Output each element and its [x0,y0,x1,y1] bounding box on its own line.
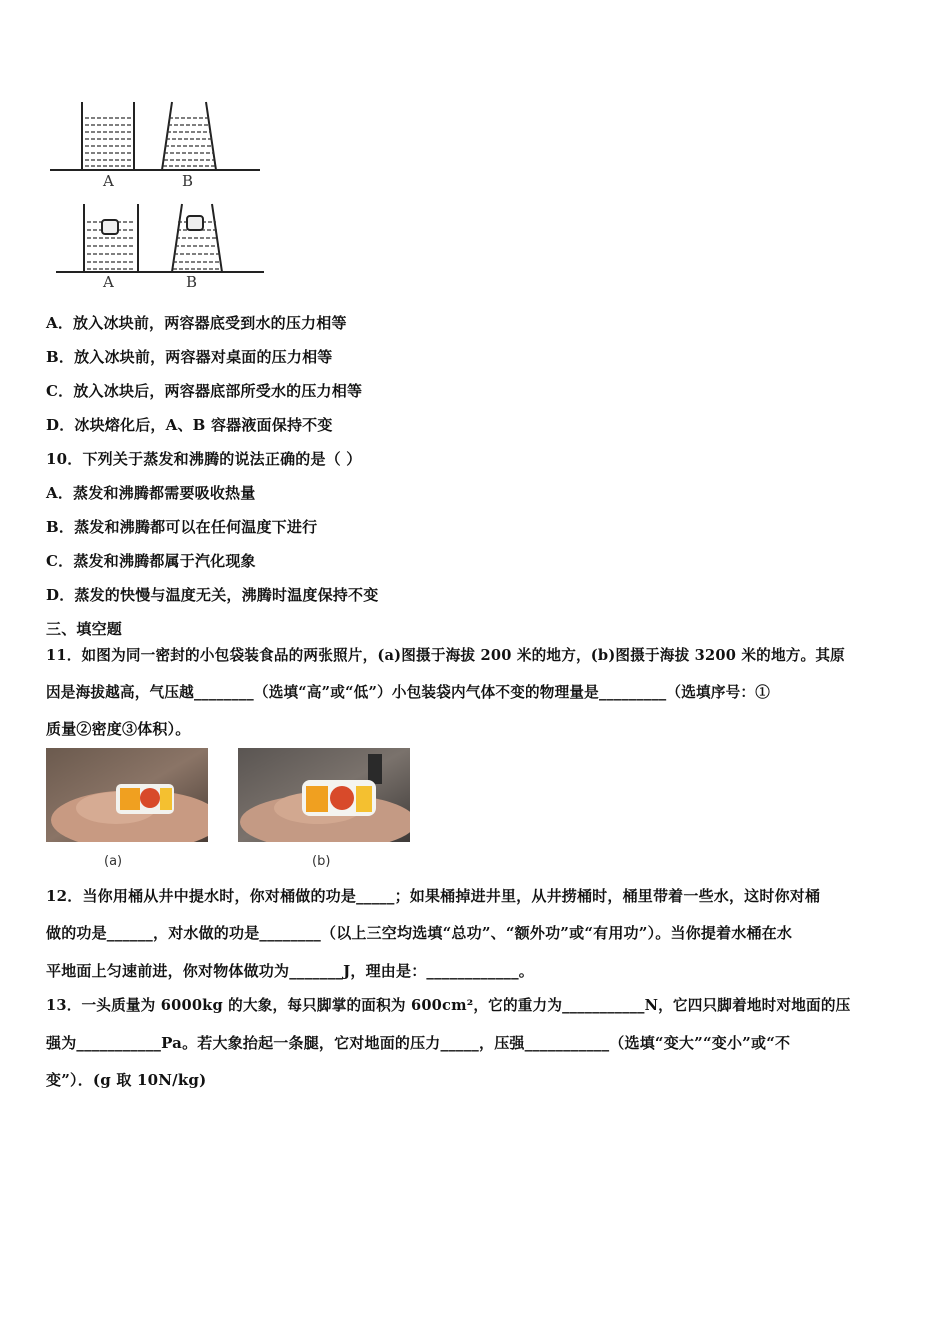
containers-figure-top [46,96,266,192]
q12-line-2: 做的功是______，对水做的功是________（以上三空均选填“总功”、“额外功”或“有用功”）。当你提着水桶在水 [46,924,793,942]
q10-option-d: D．蒸发的快慢与温度无关，沸腾时温度保持不变 [46,586,379,604]
container-label-b-bottom: B [186,273,198,291]
q12-line-1: 12．当你用桶从井中提水时，你对桶做的功是_____；如果桶掉进井里，从井捞桶时，桶里带着一些水，这时你对桶 [46,887,821,905]
container-label-a-top: A [103,172,114,190]
q12-line-3: 平地面上匀速前进，你对物体做功为_______J，理由是：____________。 [46,962,534,980]
ice-cube-a [102,220,118,234]
containers-figure-bottom [52,200,272,278]
q9-option-a: A．放入冰块前，两容器底受到水的压力相等 [46,314,347,332]
q9-option-c: C．放入冰块后，两容器底部所受水的压力相等 [46,382,363,400]
container-label-b-top: B [182,172,194,190]
q9-option-b: B．放入冰块前，两容器对桌面的压力相等 [46,348,333,366]
q10-stem: 10．下列关于蒸发和沸腾的说法正确的是（ ） [46,450,362,468]
photo-caption-b: (b) [312,854,331,869]
q13-line-3: 变”）．(g 取 10N/kg) [46,1071,207,1089]
q9-option-d: D．冰块熔化后，A、B 容器液面保持不变 [46,416,333,434]
q10-option-b: B．蒸发和沸腾都可以在任何温度下进行 [46,518,318,536]
q11-line-1: 11．如图为同一密封的小包袋装食品的两张照片，(a)图摄于海拔 200 米的地方，(b)图摄于海拔 3200 米的地方。其原 [46,647,845,664]
q11-line-2: 因是海拔越高，气压越________（选填“高”或“低”）小包装袋内气体不变的物理量是_________（选填序号：① [46,684,770,701]
section-3-title: 三、填空题 [46,620,123,638]
q13-line-1: 13．一头质量为 6000kg 的大象，每只脚掌的面积为 600cm²，它的重力为___________N，它四只脚着地时对地面的压 [46,997,851,1014]
container-label-a-bottom: A [103,273,114,291]
q10-option-c: C．蒸发和沸腾都属于汽化现象 [46,552,256,570]
snack-photo-b [238,748,410,842]
q13-line-2: 强为___________Pa。若大象抬起一条腿，它对地面的压力_____，压强___________（选填“变大”“变小”或“不 [46,1034,791,1052]
ice-cube-b [187,216,203,230]
photo-caption-a: (a) [104,854,123,869]
q10-option-a: A．蒸发和沸腾都需要吸收热量 [46,484,256,502]
snack-photo-a [46,748,208,842]
q11-line-3: 质量②密度③体积）。 [46,720,191,738]
